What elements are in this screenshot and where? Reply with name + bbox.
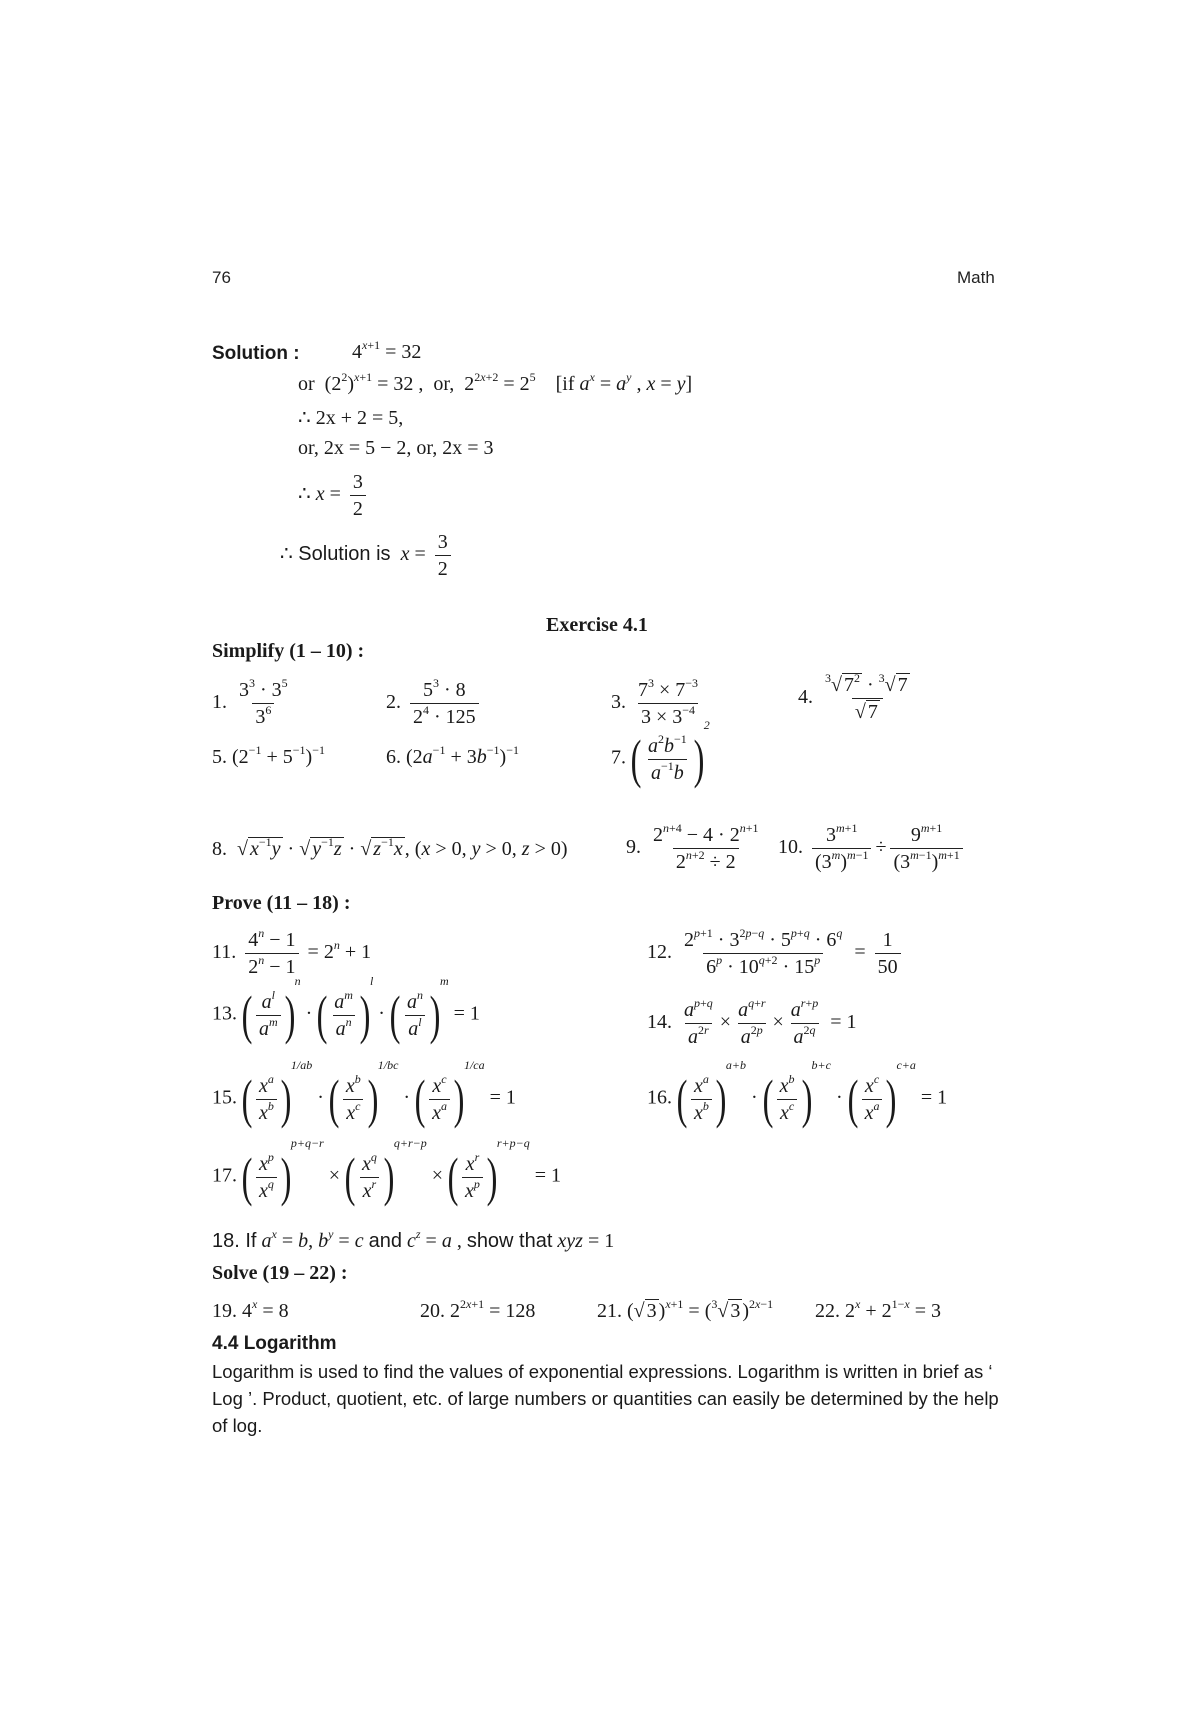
logarithm-paragraph: Logarithm is used to find the values of exponential expressions. Logarithm is written in brief as ‘ Log ’. Product, quotient, etc. of large numbers or quantities can easily be determined by the help of log. xyxy=(212,1361,999,1436)
solution-step-3: or, 2x = 5 − 2, or, 2x = 3 xyxy=(298,437,494,459)
problem-7: 7. ( $\frac{a^2b^{-1}}{a^{-1}b}$ )2 xyxy=(611,718,710,789)
problem-17: 17. ( $\frac{x^p}{x^q}$ )p+q−r × ( $\frac{x^q}{x^r}$ )q+r−p × ( $\frac{x^r}{x^p}$ )r+p−q = 1 xyxy=(212,1136,562,1207)
problem-4: 4. $\frac{^3√ 7^2 \cdot ^3√ 7}{√ 7}$ xyxy=(798,671,908,723)
conclusion-text: ∴ Solution is xyxy=(280,543,391,566)
problem-14: 14. $\frac{a^{p+q}}{a^{2r}}$ × $\frac{a^{q+r}}{a^{2p}}$ × $\frac{a^{r+p}}{a^{2q}}$ = 1 xyxy=(647,996,857,1048)
problem-19: 19. $4^x = 8$ xyxy=(212,1297,289,1322)
problem-9: 9. $\frac{2^{n+4} - 4 \cdot 2^{n+1}}{2^{n+2} \div 2}$ xyxy=(626,821,759,873)
problem-10: 10. $\frac{3^{m+1}}{(3^m)^{m-1}}$ ÷ $\frac{9^{m+1}}{(3^{m-1})^{m+1}}$ xyxy=(778,823,967,874)
problem-8: 8. √ $x^{-1}y$ · √ $y^{-1}z$ · √ $z^{-1}x$ , (x > 0, y > 0, z > 0) xyxy=(212,835,568,860)
problem-15: 15. ( $\frac{x^a}{x^b}$ )1/ab · ( $\frac{x^b}{x^c}$ )1/bc · ( $\frac{x^c}{x^a}$ )1/ca = 1 xyxy=(212,1058,516,1129)
page-number: 76 xyxy=(212,268,231,287)
problem-16: 16. ( $\frac{x^a}{x^b}$ )a+b · ( $\frac{x^b}{x^c}$ )b+c · ( $\frac{x^c}{x^a}$ )c+a = 1 xyxy=(647,1058,948,1129)
logarithm-heading: 4.4 Logarithm xyxy=(212,1333,337,1354)
problem-18: 18. If $a^x = b$, $b^y = c$ and $c^z = a$ , show that xyz = 1 xyxy=(212,1227,615,1252)
solution-step-1: or $(2^2)^{x+1} = 32$ , or, $2^{2x+2} = 2^5$ [if $a^x = a^y$ , x = y] xyxy=(298,370,693,395)
problem-11: 11. $\frac{4^n - 1}{2^n - 1}$ = $2^n + 1$ xyxy=(212,926,372,978)
solve-heading: Solve (19 – 22) : xyxy=(212,1262,348,1284)
conclusion-math: x = $\frac{3}{2}$ xyxy=(401,543,455,565)
problem-20: 20. $2^{2x+1} = 128$ xyxy=(420,1297,536,1322)
problem-1: 1. $\frac{3^3 \cdot 3^5}{3^6}$ xyxy=(212,676,288,728)
solution-conclusion xyxy=(280,530,455,581)
problem-22: 22. $2^x + 2^{1-x} = 3$ xyxy=(815,1297,941,1322)
solution-step-4: ∴ x = $\frac{3}{2}$ xyxy=(298,470,370,521)
simplify-heading: Simplify (1 – 10) : xyxy=(212,640,365,662)
solution-equation: $4^{x+1} = 32$ xyxy=(352,338,422,363)
problem-13: 13. ( $\frac{a^l}{a^m}$ )n · ( $\frac{a^m}{a^n}$ )l · ( $\frac{a^n}{a^l}$ )m = 1 xyxy=(212,974,480,1045)
problem-21: 21. (√ 3 )$^{x+1}$ = ($^3$√ 3 )$^{2x-1}$ xyxy=(597,1297,774,1322)
solution-label: Solution : xyxy=(212,343,300,364)
prove-heading: Prove (11 – 18) : xyxy=(212,892,351,914)
exercise-title: Exercise 4.1 xyxy=(546,614,648,636)
solution-step-2: ∴ 2x + 2 = 5, xyxy=(298,407,404,429)
problem-6: 6. $(2a^{-1} + 3b^{-1})^{-1}$ xyxy=(386,743,519,768)
problem-2: 2. $\frac{5^3 \cdot 8}{2^4 \cdot 125}$ xyxy=(386,678,483,729)
problem-3: 3. $\frac{7^3 \times 7^{-3}}{3 \times 3^{-4}}$ xyxy=(611,676,699,728)
running-header: Math xyxy=(957,268,995,287)
problem-12: 12. $\frac{2^{p+1} \cdot 3^{2p-q} \cdot 5^{p+q} \cdot 6^q}{6^p \cdot 10^{q+2} \cdot 15^p}$ = $\frac{1}{50}$ xyxy=(647,928,905,979)
problem-5: 5. $(2^{-1} + 5^{-1})^{-1}$ xyxy=(212,743,325,768)
